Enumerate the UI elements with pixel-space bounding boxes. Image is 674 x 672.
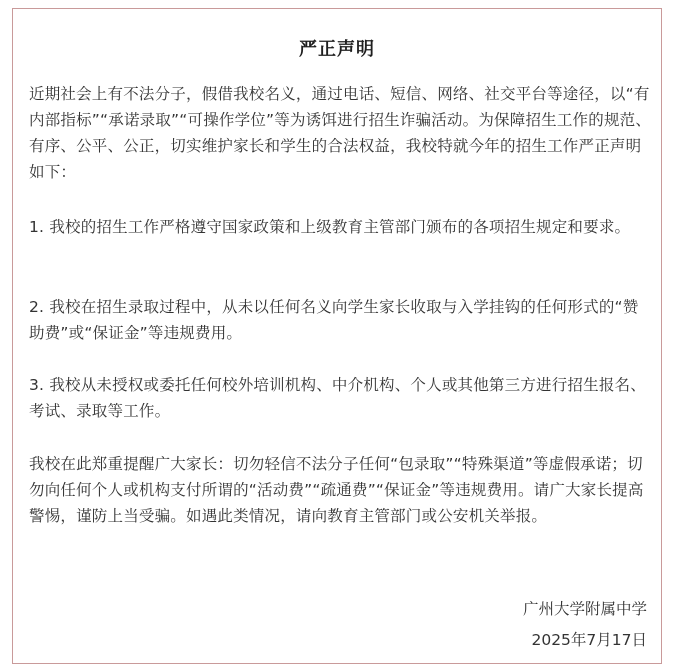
document-title: 严正声明 [299, 39, 375, 60]
statement-item-2: 2. 我校在招生录取过程中，从未以任何名义向学生家长收取与入学挂钩的任何形式的“赞助费”或“保证金”等违规费用。 [29, 298, 639, 342]
intro-paragraph: 近期社会上有不法分子，假借我校名义，通过电话、短信、网络、社交平台等途径，以“有内部指标”“承诺录取”“可操作学位”等为诱饵进行招生诈骗活动。为保障招生工作的规范、有序、公平、公正，切实维护家长和学生的合法权益，我校特就今年的招生工作严正声明如下： [29, 85, 652, 181]
reminder-paragraph: 我校在此郑重提醒广大家长：切勿轻信不法分子任何“包录取”“特殊渠道”等虚假承诺；切勿向任何个人或机构支付所谓的“活动费”“疏通费”“保证金”等违规费用。请广大家长提高警惕，谨防上当受骗。如遇此类情况，请向教育主管部门或公安机关举报。 [29, 455, 644, 525]
signature-date: 2025年7月17日 [531, 631, 647, 649]
signature-organization: 广州大学附属中学 [522, 600, 647, 618]
statement-item-1: 1. 我校的招生工作严格遵守国家政策和上级教育主管部门颁布的各项招生规定和要求。 [29, 218, 631, 236]
statement-document [12, 8, 662, 664]
statement-item-3: 3. 我校从未授权或委托任何校外培训机构、中介机构、个人或其他第三方进行招生报名、考试、录取等工作。 [29, 376, 646, 420]
